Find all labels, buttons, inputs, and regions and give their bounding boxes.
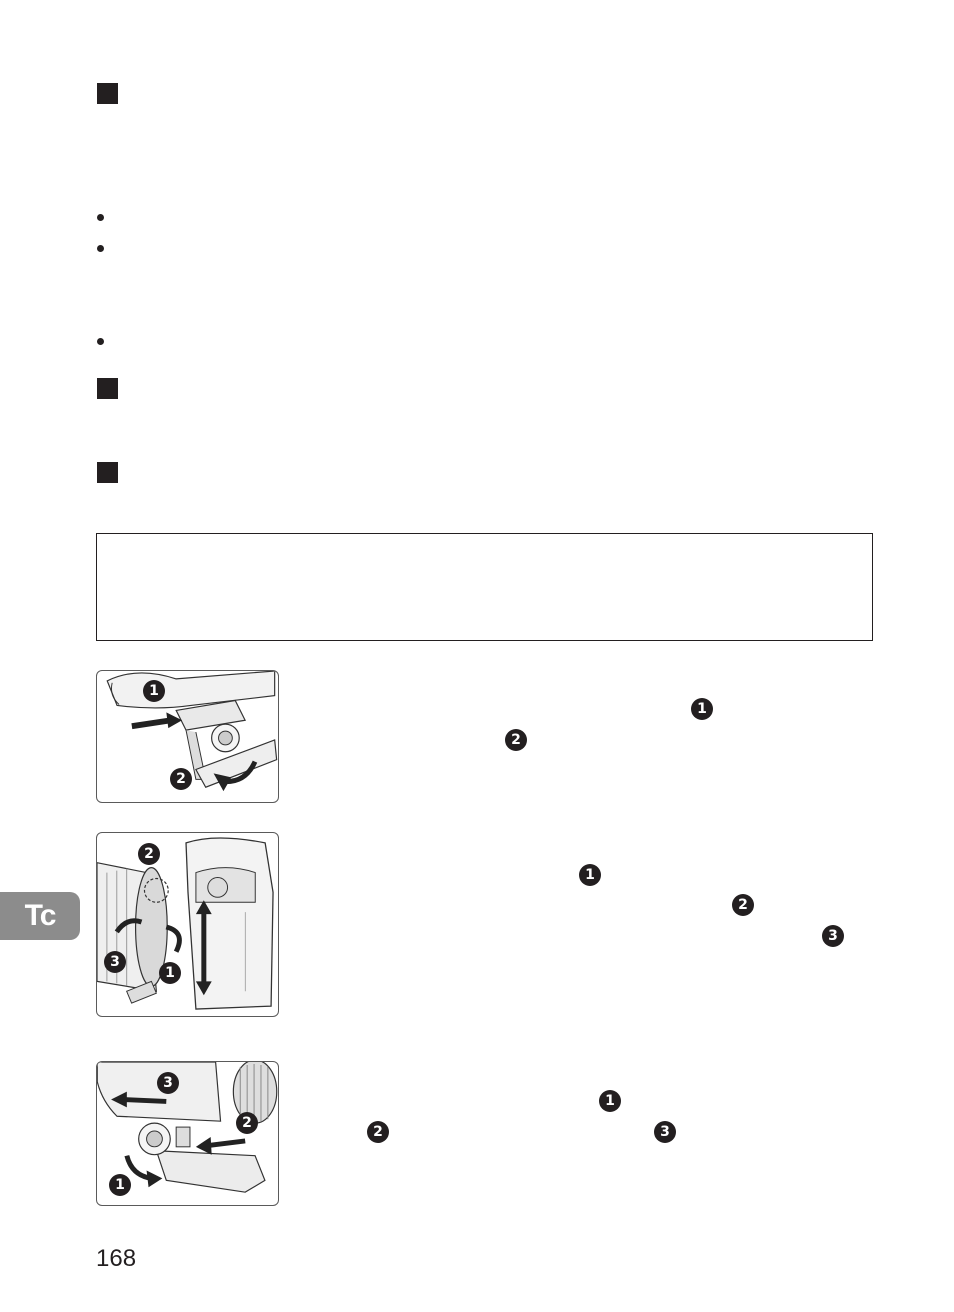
step-marker-3: 3 — [822, 925, 844, 947]
figure-label-1: 1 — [143, 680, 165, 702]
step-marker-2: 2 — [367, 1121, 389, 1143]
figure-label-2: 2 — [236, 1112, 258, 1134]
figure-label-3: 3 — [157, 1072, 179, 1094]
step-marker-1: 1 — [599, 1090, 621, 1112]
bullet — [97, 214, 104, 221]
step-marker-3: 3 — [654, 1121, 676, 1143]
bullet — [97, 245, 104, 252]
step-marker-2: 2 — [505, 729, 527, 751]
figure-label-2: 2 — [138, 843, 160, 865]
language-tab: Tc — [0, 892, 80, 940]
note-box — [96, 533, 873, 641]
figure-label-1: 1 — [159, 962, 181, 984]
figure-label-3: 3 — [104, 951, 126, 973]
bullet — [97, 338, 104, 345]
section-marker — [97, 462, 118, 483]
section-marker — [97, 378, 118, 399]
camera-lens-illustration — [97, 833, 278, 1016]
figure-label-2: 2 — [170, 768, 192, 790]
section-marker — [97, 83, 118, 104]
figure-attach-camera — [96, 832, 279, 1017]
step-marker-1: 1 — [691, 698, 713, 720]
step-marker-1: 1 — [579, 864, 601, 886]
figure-label-1: 1 — [109, 1174, 131, 1196]
page-number: 168 — [96, 1245, 137, 1272]
step-marker-2: 2 — [732, 894, 754, 916]
